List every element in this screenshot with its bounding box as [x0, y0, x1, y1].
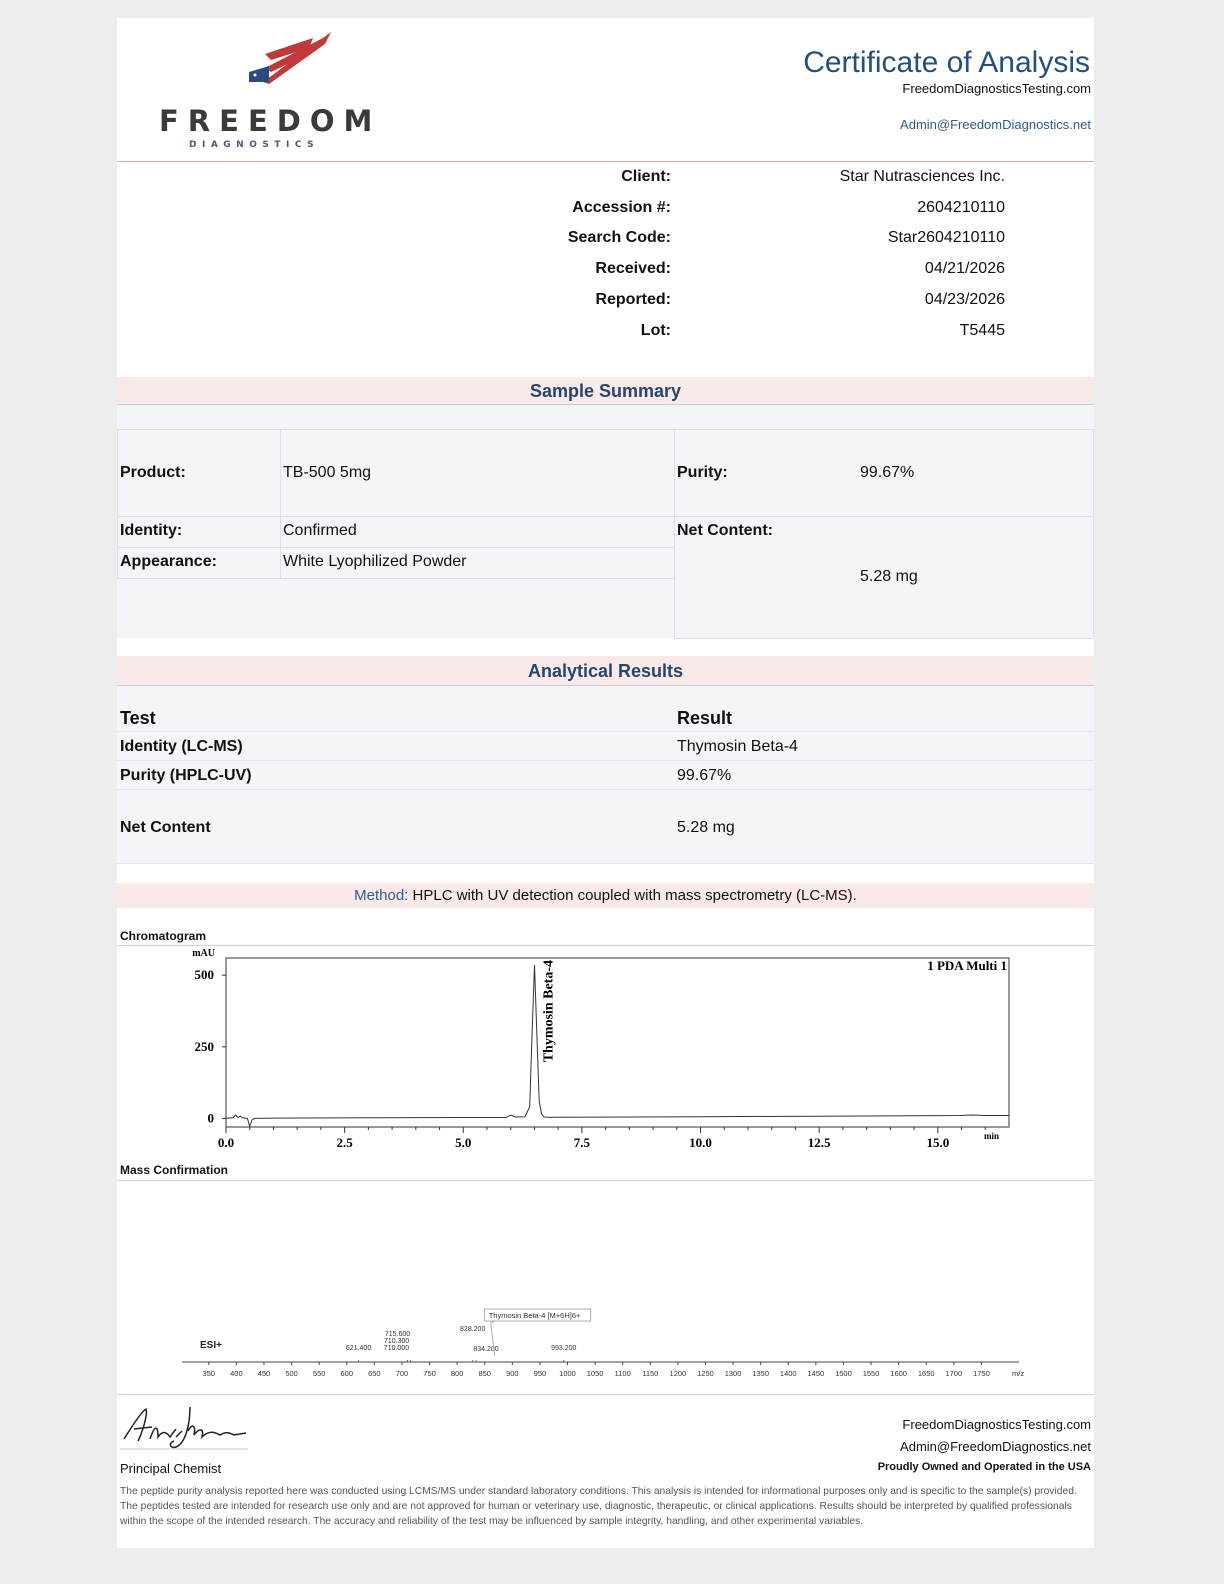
info-value: Star2604210110 [887, 229, 1005, 247]
x-tick-label: 900 [506, 1369, 519, 1376]
x-tick-label: 2.5 [336, 1135, 353, 1150]
product-value: TB-500 5mg [283, 464, 372, 481]
x-tick-label: 1100 [614, 1369, 631, 1376]
header-email-link[interactable]: Admin@FreedomDiagnostics.net [900, 117, 1091, 132]
appearance-label: Appearance: [120, 553, 217, 570]
x-tick-label: 1000 [559, 1369, 576, 1376]
results-header-result: Result [677, 708, 733, 728]
brand-subtitle: DIAGNOSTICS [189, 140, 320, 150]
sample-summary-panel [117, 405, 1094, 638]
plot-frame [226, 958, 1009, 1127]
info-label: Reported: [595, 290, 671, 308]
mass-spectrum-chart [117, 1181, 1094, 1376]
x-tick-label: 850 [478, 1369, 491, 1376]
header-website-link[interactable]: FreedomDiagnosticsTesting.com [902, 81, 1091, 96]
footer-divider [117, 1394, 1094, 1395]
mass-peak-label: 710.300 [383, 1338, 410, 1345]
peak-label: Thymosin Beta-4 [541, 960, 557, 1063]
info-value: 2604210110 [917, 198, 1005, 216]
results-table [117, 686, 1094, 864]
info-label: Search Code: [567, 229, 671, 247]
result-row-value: 99.67% [677, 767, 732, 784]
x-tick-label: 1050 [586, 1369, 604, 1376]
info-value: 04/23/2026 [924, 290, 1005, 308]
info-label: Client: [621, 168, 671, 185]
purity-value: 99.67% [860, 464, 915, 481]
x-tick-label: 350 [202, 1369, 216, 1376]
appearance-value: White Lyophilized Powder [283, 553, 467, 570]
result-row-value: Thymosin Beta-4 [677, 738, 798, 755]
chromatogram-chart [117, 946, 1094, 1174]
x-tick-label: 550 [312, 1369, 326, 1376]
product-label: Product: [120, 464, 186, 481]
y-axis-label: mAU [192, 948, 215, 959]
x-tick-label: 1500 [835, 1369, 852, 1376]
footer-email-link[interactable]: Admin@FreedomDiagnostics.net [900, 1439, 1091, 1454]
x-tick-label: 1350 [752, 1369, 770, 1376]
mass-peak-label: 828.200 [460, 1326, 486, 1333]
chart-legend: 1 PDA Multi 1 [927, 958, 1007, 973]
y-tick-label: 500 [194, 967, 214, 983]
x-tick-label: 1550 [862, 1369, 880, 1376]
sample-summary-band [117, 377, 1094, 405]
x-axis-label: min [983, 1131, 999, 1141]
page-title: Certificate of Analysis [803, 46, 1090, 79]
result-row-test: Identity (LC-MS) [120, 738, 243, 755]
x-tick-label: 7.5 [573, 1135, 591, 1150]
x-tick-label: 5.0 [455, 1135, 472, 1150]
results-divider [117, 789, 1094, 790]
result-row-test: Purity (HPLC-UV) [120, 767, 252, 784]
annotation-text: Thymosin Beta-4 [M+6H]6+ [488, 1311, 581, 1320]
x-tick-label: 12.5 [807, 1135, 831, 1150]
footer-tagline: Proudly Owned and Operated in the USA [877, 1461, 1091, 1473]
info-value: T5445 [959, 321, 1005, 339]
x-tick-label: 450 [257, 1369, 271, 1376]
signature [120, 1403, 250, 1453]
x-axis-label: m/z [1012, 1369, 1025, 1376]
method-band [117, 883, 1094, 908]
result-row-value: 5.28 mg [677, 819, 735, 836]
x-tick-label: 1150 [642, 1369, 659, 1376]
ionization-mode-label: ESI+ [200, 1340, 222, 1351]
identity-value: Confirmed [283, 522, 357, 539]
x-tick-label: 1750 [973, 1369, 990, 1376]
x-tick-label: 600 [340, 1369, 354, 1376]
x-tick-label: 10.0 [689, 1135, 712, 1150]
x-tick-label: 800 [450, 1369, 464, 1376]
net-content-value: 5.28 mg [860, 568, 918, 585]
mass-peak-label: 993.200 [551, 1345, 577, 1352]
certificate-page [117, 18, 1094, 1548]
info-value: 04/21/2026 [924, 260, 1005, 278]
x-tick-label: 650 [368, 1369, 381, 1376]
mass-confirmation-title: Mass Confirmation [120, 1163, 229, 1177]
sample-summary-title: Sample Summary [529, 381, 682, 401]
purity-label: Purity: [677, 464, 728, 481]
x-tick-label: 1400 [779, 1369, 797, 1376]
mass-peak-label: 621.400 [345, 1345, 372, 1352]
mass-peak-label: 710.000 [383, 1345, 410, 1352]
x-tick-label: 1200 [669, 1369, 687, 1376]
mass-peak-label: 715.600 [384, 1331, 411, 1338]
disclaimer-text: The peptide purity analysis reported here was conducted using LCMS/MS under standard laboratory conditions. This analysis is intended for informational purposes only and is specific to the sample(s) provided. The peptides tested are intended for research use only and are not approved for human or veterinary use, diagnostic, therapeutic, or clinical applications. Results should be interpreted by qualified professionals within the scope of the intended research. The accuracy and reliability of the test may be influenced by sample integrity, handling, and other experimental variables. [120, 1486, 1077, 1527]
y-tick-label: 0 [207, 1110, 214, 1126]
results-divider [117, 760, 1094, 761]
net-content-label: Net Content: [677, 522, 773, 539]
results-header-test: Test [120, 708, 156, 728]
mass-peak-label: 834.200 [473, 1346, 499, 1353]
x-tick-label: 0.0 [217, 1135, 235, 1150]
x-tick-label: 700 [395, 1369, 409, 1376]
x-tick-label: 500 [285, 1369, 298, 1376]
info-label: Received: [595, 260, 671, 278]
x-tick-label: 1300 [724, 1369, 742, 1376]
x-tick-label: 950 [533, 1369, 547, 1376]
analytical-results-band [117, 656, 1094, 686]
results-divider [117, 863, 1094, 864]
x-tick-label: 1250 [697, 1369, 714, 1376]
info-label: Lot: [640, 321, 671, 339]
info-label: Accession #: [572, 198, 671, 216]
results-divider [117, 731, 1094, 732]
info-value: Star Nutrasciences Inc. [839, 168, 1005, 185]
eagle-wings-icon [205, 30, 335, 90]
method-text: HPLC with UV detection coupled with mass spectrometry (LC-MS). [412, 887, 857, 904]
x-tick-label: 1600 [890, 1369, 907, 1376]
x-tick-label: 1650 [917, 1369, 935, 1376]
x-tick-label: 15.0 [926, 1135, 950, 1150]
footer-website-link[interactable]: FreedomDiagnosticsTesting.com [902, 1417, 1091, 1432]
result-row-test: Net Content [120, 819, 211, 836]
x-tick-label: 400 [230, 1369, 243, 1376]
header-divider [117, 161, 1094, 162]
brand-name: FREEDOM [159, 104, 382, 138]
method-label: Method: [354, 887, 409, 904]
analytical-results-title: Analytical Results [527, 661, 684, 681]
signer-role: Principal Chemist [120, 1461, 222, 1476]
x-tick-label: 750 [423, 1369, 436, 1376]
y-tick-label: 250 [194, 1038, 214, 1054]
chromatogram-series-line [226, 965, 1009, 1127]
brand-logo [157, 30, 382, 160]
x-tick-label: 1700 [945, 1369, 963, 1376]
x-tick-label: 1450 [807, 1369, 825, 1376]
chromatogram-title: Chromatogram [120, 929, 207, 943]
identity-label: Identity: [120, 522, 183, 539]
